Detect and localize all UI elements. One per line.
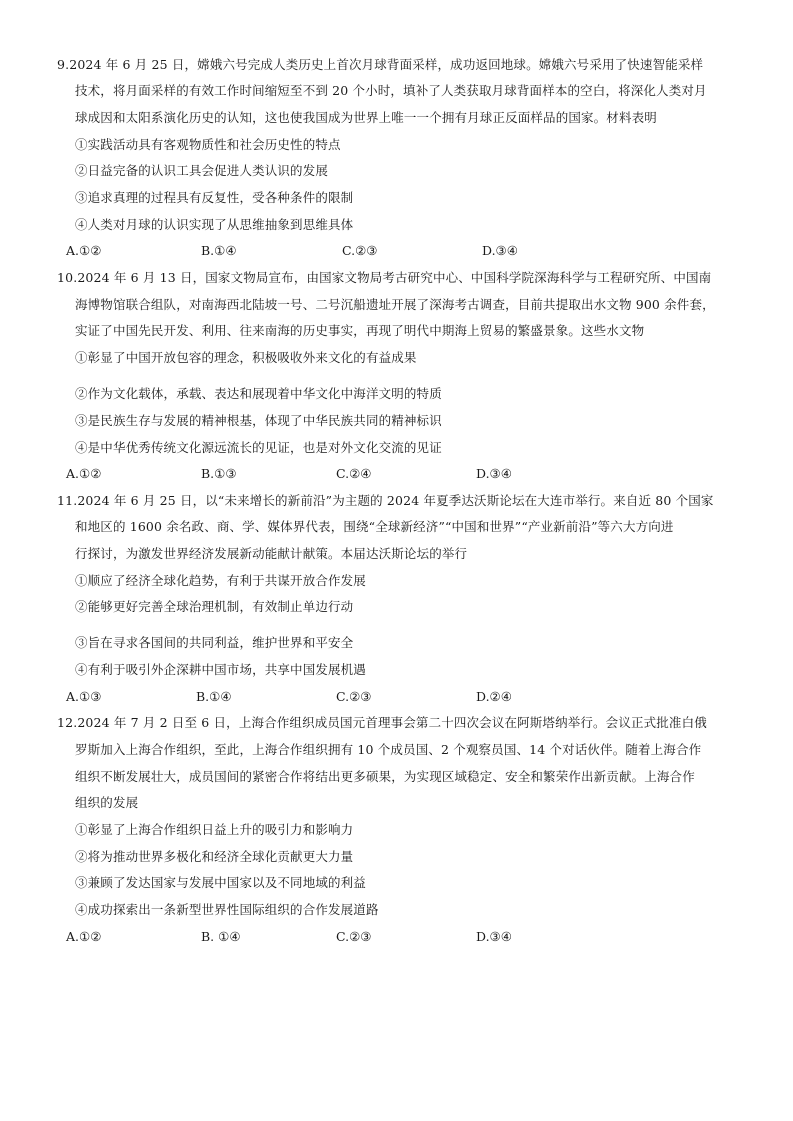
choice-d[interactable]: D.③④ <box>482 243 518 258</box>
question-11-text-line-1: 11.2024 年 6 月 25 日，以“未来增长的新前沿”为主题的 2024 年夏季达沃斯论坛在大连市举行。来自近 80 个国家 <box>57 493 714 508</box>
question-12-text-line-2: 罗斯加入上海合作组织，至此，上海合作组织拥有 10 个成员国、2 个观察员国、14 个对话伙伴。随着上海合作 <box>75 742 702 757</box>
question-10-option-2: ②作为文化载体，承载、表达和展现着中华文化中海洋文明的特质 <box>75 386 442 401</box>
question-11-option-1: ①顺应了经济全球化趋势，有利于共谋开放合作发展 <box>75 573 366 588</box>
choice-c[interactable]: C.②④ <box>336 466 372 481</box>
choice-b[interactable]: B.①③ <box>201 466 237 481</box>
question-11-text-line-3: 行探讨，为激发世界经济发展新动能献计献策。本届达沃斯论坛的举行 <box>75 546 468 561</box>
choice-c[interactable]: C.②③ <box>342 243 378 258</box>
choice-d[interactable]: D.③④ <box>476 466 512 481</box>
choice-a[interactable]: A.①② <box>66 466 102 481</box>
question-11-option-3: ③旨在寻求各国间的共同利益，维护世界和平安全 <box>75 635 354 650</box>
question-9-option-4: ④人类对月球的认识实现了从思维抽象到思维具体 <box>75 217 354 232</box>
choice-a[interactable]: A.①② <box>66 243 102 258</box>
question-9-text-line-3: 球成因和太阳系演化历史的认知，这也使我国成为世界上唯一一个拥有月球正反面样品的国家。材料表明 <box>75 110 657 125</box>
question-9-option-2: ②日益完备的认识工具会促进人类认识的发展 <box>75 163 329 178</box>
choice-d[interactable]: D.②④ <box>476 689 512 704</box>
choice-b[interactable]: B.①④ <box>201 243 237 258</box>
choice-a[interactable]: A.①② <box>66 929 102 944</box>
question-12-text-line-1: 12.2024 年 7 月 2 日至 6 日，上海合作组织成员国元首理事会第二十四次会议在阿斯塔纳举行。会议正式批准白俄 <box>57 715 707 730</box>
question-10-text-line-1: 10.2024 年 6 月 13 日，国家文物局宣布，由国家文物局考古研究中心、中国科学院深海科学与工程研究所、中国南 <box>57 270 712 285</box>
question-12-text-line-4: 组织的发展 <box>75 795 139 810</box>
question-10-option-4: ④是中华优秀传统文化源远流长的见证，也是对外文化交流的见证 <box>75 440 442 455</box>
question-10-option-1: ①彰显了中国开放包容的理念，积极吸收外来文化的有益成果 <box>75 350 417 365</box>
question-9-option-3: ③追求真理的过程具有反复性，受各种条件的限制 <box>75 190 354 205</box>
question-10-choices <box>66 465 566 483</box>
choice-b[interactable]: B.①④ <box>196 689 232 704</box>
question-12-option-4: ④成功探索出一条新型世界性国际组织的合作发展道路 <box>75 902 379 917</box>
question-10-option-3: ③是民族生存与发展的精神根基，体现了中华民族共同的精神标识 <box>75 413 442 428</box>
question-10-text-line-2: 海博物馆联合组队，对南海西北陆坡一号、二号沉船遗址开展了深海考古调查，目前共提取出水文物 900 余件套， <box>75 297 715 312</box>
question-12-text-line-3: 组织不断发展壮大，成员国间的紧密合作将结出更多硕果，为实现区域稳定、安全和繁荣作出新贡献。上海合作 <box>75 769 695 784</box>
choice-c[interactable]: C.②③ <box>336 929 372 944</box>
question-11-option-2: ②能够更好完善全球治理机制，有效制止单边行动 <box>75 599 354 614</box>
question-9-choices <box>66 242 566 260</box>
choice-d[interactable]: D.③④ <box>476 929 512 944</box>
choice-b[interactable]: B. ①④ <box>201 929 241 944</box>
question-12-option-1: ①彰显了上海合作组织日益上升的吸引力和影响力 <box>75 822 354 837</box>
question-11-option-4: ④有利于吸引外企深耕中国市场，共享中国发展机遇 <box>75 662 366 677</box>
question-12-choices <box>66 928 566 946</box>
choice-c[interactable]: C.②③ <box>336 689 372 704</box>
question-11-text-line-2: 和地区的 1600 余名政、商、学、媒体界代表，围绕“全球新经济”“中国和世界”“产业新前沿”等六大方向进 <box>75 519 674 534</box>
question-10-text-line-3: 实证了中国先民开发、利用、往来南海的历史事实，再现了明代中期海上贸易的繁盛景象。这些水文物 <box>75 323 645 338</box>
question-9-option-1: ①实践活动具有客观物质性和社会历史性的特点 <box>75 137 341 152</box>
question-12-option-3: ③兼顾了发达国家与发展中国家以及不同地域的利益 <box>75 875 366 890</box>
question-11-choices <box>66 688 566 706</box>
question-12-option-2: ②将为推动世界多极化和经济全球化贡献更大力量 <box>75 849 354 864</box>
question-9-text-line-2: 技术，将月面采样的有效工作时间缩短至不到 20 个小时，填补了人类获取月球背面样本的空白，将深化人类对月 <box>75 83 707 98</box>
question-9-text-line-1: 9.2024 年 6 月 25 日，嫦娥六号完成人类历史上首次月球背面采样，成功返回地球。嫦娥六号采用了快速智能采样 <box>57 57 704 72</box>
choice-a[interactable]: A.①③ <box>66 689 102 704</box>
